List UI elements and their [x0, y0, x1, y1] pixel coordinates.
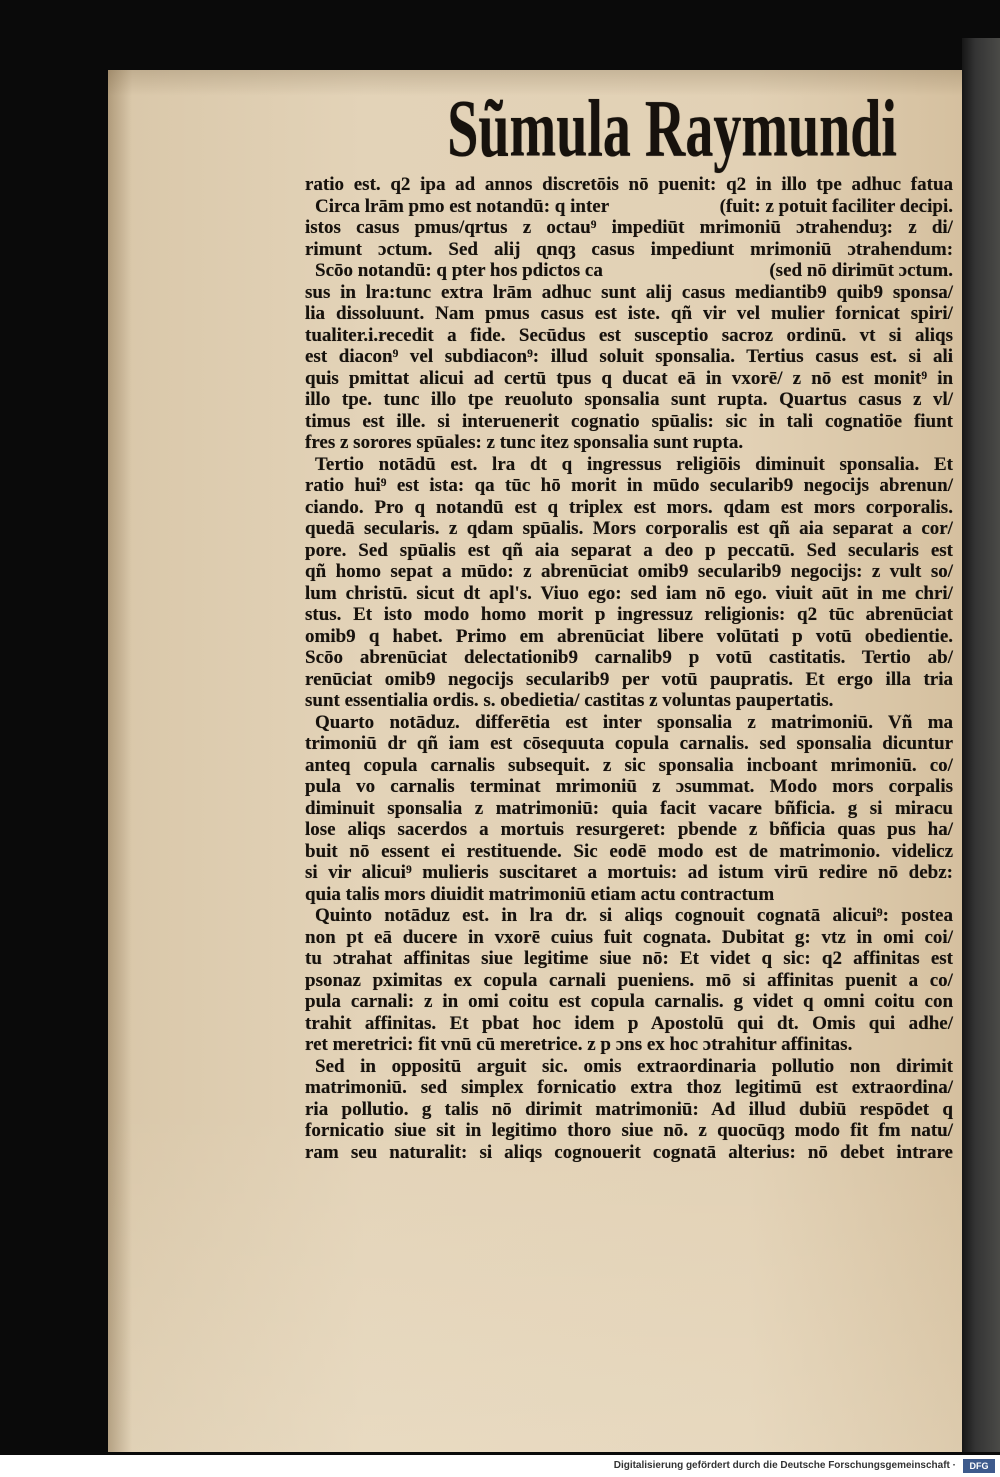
line-text: fres z sorores spūales: z tunc itez sponsalia sunt rupta. [305, 432, 744, 453]
text-line [305, 325, 953, 347]
text-line [305, 862, 953, 884]
running-head: Sũmula Raymundi [447, 84, 897, 175]
line-text: ram seu naturalit: si aliqs cognouerit cognatā alterius: nō debet intrare [305, 1141, 953, 1163]
text-line [305, 583, 953, 605]
text-line [305, 518, 953, 540]
line-text: non pt eā ducere in vxorē cuius fuit cognata. Dubitat g: vtz in omi coi/ [305, 926, 953, 948]
line-text: ret meretrici: fit vnū cū meretrice. z p ɔns ex hoc ɔtrahitur affinitas. [305, 1034, 853, 1055]
line-text: omib9 q habet. Primo em abrenūciat libere volūtati p votū obedientie. [305, 625, 954, 647]
line-text: Sed in oppositū arguit sic. omis extraordinaria pollutio non dirimit [315, 1055, 953, 1077]
text-line [305, 196, 953, 218]
line-text: anteq copula carnalis subsequit. z sic sponsalia incboant mrimoniū. co/ [305, 754, 953, 776]
line-text: lia dissoluunt. Nam pmus casus est iste. qñ vir vel mulier fornicat spiri/ [305, 303, 953, 324]
line-text: ratio est. q2 ipa ad annos discretōis nō puenit: q2 in illo tpe adhuc fatua [305, 174, 954, 195]
line-text: Tertio notādū est. lra dt q ingressus religiōis diminuit sponsalia. Et [315, 453, 953, 475]
turnover-text: (sed nō dirimūt ɔctum. [769, 260, 953, 281]
line-text: trahit affinitas. Et pbat hoc idem p Apostolū qui dt. Omis qui adhe/ [305, 1012, 953, 1034]
line-text: si vir alicui⁹ mulieris suscitaret a mortuis: ad istum virū redire nō debz: [305, 862, 953, 883]
text-line [305, 540, 953, 562]
text-line [305, 798, 953, 820]
text-line [305, 884, 953, 906]
text-line [305, 1142, 953, 1164]
adjacent-page-edge [962, 38, 1000, 1452]
line-text: timus est ille. si interuenerit cognatio spūalis: sic in tali cognatiōe fiunt [305, 410, 954, 432]
dfg-logo: DFG [963, 1459, 995, 1473]
text-line [305, 712, 953, 734]
text-line [305, 561, 953, 583]
line-text: Scōo abrenūciat delectationib9 carnalib9 p votū castitatis. Tertio ab/ [305, 647, 953, 668]
line-text: pore. Sed spūalis est qñ aia separat a deo p peccatū. Sed secularis est [305, 539, 953, 561]
text-line [305, 217, 953, 239]
text-line [305, 905, 953, 927]
line-text: matrimoniū. sed simplex fornicatio extra thoz legitimū est extraordina/ [305, 1077, 954, 1098]
line-text: quedā secularis. z qdam spūalis. Mors corporalis est qñ aia separat a cor/ [305, 518, 953, 539]
turnover-text: (fuit: z potuit faciliter decipi. [719, 195, 953, 217]
line-text: ratio hui⁹ est ista: qa tūc hō morit in mūdo secularib9 negocijs abrenun/ [305, 475, 953, 496]
text-line [305, 819, 953, 841]
text-line [305, 411, 953, 433]
line-text: tu ɔtrahat affinitas siue legitime siue nō: Et videt q sic: q2 affinitas est [305, 948, 954, 969]
text-line [305, 282, 953, 304]
line-text: illo tpe. tunc illo tpe reuoluto sponsalia sunt rupta. Quartus casus z vl/ [305, 389, 954, 410]
text-line [305, 970, 953, 992]
line-text: Quinto notāduz est. in lra dr. si aliqs cognouit cognatā alicui⁹: postea [315, 905, 953, 926]
funding-credit: Digitalisierung gefördert durch die Deutsche Forschungsgemeinschaft · [613, 1460, 956, 1471]
line-text: diminuit sponsalia z matrimoniū: quia facit vacare bñficia. g si miracu [305, 797, 953, 819]
line-text: qñ homo sepat a mūdo: z abrenūciat omib9 secularib9 negocijs: z vult so/ [305, 561, 953, 582]
line-text: stus. Et isto modo homo morit p ingressuz religionis: q2 tūc abrenūciat [305, 604, 953, 625]
line-text: quis pmittat alicui ad certū tpus q ducat eā in vxorē/ z nō est monit⁹ in [305, 367, 954, 389]
line-text: tualiter.i.recedit a fide. Secūdus est susceptio sacroz ordinū. vt si aliqs [305, 324, 954, 346]
text-line [305, 1099, 953, 1121]
text-line [305, 626, 953, 648]
text-line [305, 1077, 953, 1099]
line-text: trimoniū dr qñ iam est cōsequuta copula carnalis. sed sponsalia dicuntur [305, 733, 954, 754]
line-text: Scōo notandū: q pter hos pdictos ca [315, 260, 603, 281]
text-line [305, 604, 953, 626]
text-line [305, 497, 953, 519]
line-text: buit nō essent ei restituende. Sic eodē modo est de matrimonio. videlicz [305, 840, 954, 862]
text-line [305, 368, 953, 390]
text-line [305, 927, 953, 949]
text-line [305, 733, 953, 755]
text-line [305, 239, 953, 261]
line-text: quia talis mors diuidit matrimoniū etiam actu contractum [305, 883, 775, 905]
text-line [305, 1013, 953, 1035]
line-text: lum christū. sicut dt apl's. Viuo ego: sed iam nō ego. viuit aūt in me chri/ [305, 582, 953, 604]
text-line [305, 475, 953, 497]
text-line [305, 690, 953, 712]
text-line [305, 1056, 953, 1078]
text-line [305, 389, 953, 411]
line-text: renūciat omib9 negocijs secularib9 per votū paupratis. Et ergo illa tria [305, 668, 953, 690]
text-line [305, 991, 953, 1013]
line-text: psonaz pximitas ex copula carnali pueniens. mō si affinitas puenit a co/ [305, 969, 953, 991]
text-line [305, 669, 953, 691]
line-text: ciando. Pro q notandū est q triplex est mors. qdam est mors corporalis. [305, 496, 953, 518]
text-line [305, 260, 953, 282]
line-text: lose aliqs sacerdos a mortuis resurgeret: pbende z bñficia quas pus ha/ [305, 819, 954, 840]
text-line [305, 755, 953, 777]
line-text: Quarto notāduz. differētia est inter sponsalia z matrimoniū. Vñ ma [315, 711, 954, 733]
text-block [305, 174, 953, 1163]
text-line [305, 432, 953, 454]
line-text: ria pollutio. g talis nō dirimit matrimoniū: Ad illud dubiū respōdet q [305, 1098, 953, 1120]
text-line [305, 776, 953, 798]
digitization-footer [0, 1455, 1000, 1477]
line-text: fornicatio siue sit in legitimo thoro siue nō. z quocūqȝ modo fit fm natu/ [305, 1120, 954, 1141]
line-text: pula carnali: z in omi coitu est copula carnalis. g videt q omni coitu con [305, 991, 954, 1012]
text-line [305, 303, 953, 325]
line-text: pula vo carnalis terminat mrimoniū z ɔsummat. Modo mors corpalis [305, 776, 953, 797]
text-line [305, 454, 953, 476]
text-line [305, 174, 953, 196]
line-text: est diacon⁹ vel subdiacon⁹: illud soluit sponsalia. Tertius casus est. si ali [305, 346, 954, 367]
text-line [305, 647, 953, 669]
line-text: istos casus pmus/qrtus z octau⁹ impediūt mrimoniū ɔtrahenduȝ: z di/ [305, 217, 953, 238]
line-text: sunt essentialia ordis. s. obedietia/ castitas z voluntas paupertatis. [305, 690, 834, 711]
text-line [305, 1120, 953, 1142]
text-line [305, 948, 953, 970]
line-text: sus in lra:tunc extra lrām adhuc sunt alij casus mediantib9 quib9 sponsa/ [305, 281, 954, 303]
text-line [305, 1034, 953, 1056]
book-page [108, 70, 962, 1452]
text-line [305, 841, 953, 863]
line-text: Circa lrām pmo est notandū: q inter [315, 195, 610, 217]
text-line [305, 346, 953, 368]
line-text: rimunt ɔctum. Sed alij ɋnqȝ casus impediunt mrimoniū ɔtrahendum: [305, 238, 954, 260]
